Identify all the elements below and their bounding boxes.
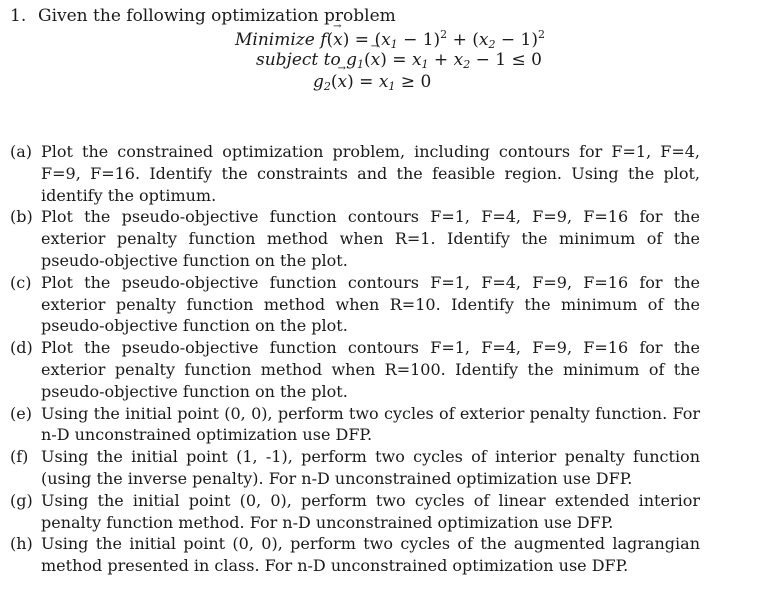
part-label: (h) xyxy=(10,534,33,554)
part-text: Plot the constrained optimization problem, including contours for F=1, F=4, F=9, F=16. Identify the constraints and the feasible region. Using the plot, identify the optimum. xyxy=(41,142,700,205)
part-g xyxy=(10,490,700,534)
constraint-lead: subject to xyxy=(256,50,341,70)
part-c xyxy=(10,272,700,337)
problem-number: 1. xyxy=(10,6,27,26)
part-text: Using the initial point (1, -1), perform two cycles of interior penalty function (using the inverse penalty). For n-D unconstrained optimization use DFP. xyxy=(41,447,700,488)
part-d xyxy=(10,337,700,402)
part-text: Using the initial point (0, 0), perform two cycles of exterior penalty function. For n-D unconstrained optimization use DFP. xyxy=(41,403,700,445)
part-text: Using the initial point (0, 0), perform two cycles of linear extended interior penalty function method. For n-D unconstrained optimization use DFP. xyxy=(41,490,700,532)
part-text: Plot the pseudo-objective function contours F=1, F=4, F=9, F=16 for the exterior penalty function method when R=10. Identify the minimum of the pseudo-objective function on the plot. xyxy=(41,272,700,336)
part-h xyxy=(10,533,700,577)
constraint-g1-equation: subject to $g_1(\to x) = x_1 + x_2 - 1 \le 0$ xyxy=(256,50,542,71)
problem-parts-list xyxy=(10,141,700,577)
part-label: (b) xyxy=(10,207,33,227)
part-a xyxy=(10,141,700,206)
objective-lead: Minimize xyxy=(235,30,315,50)
part-b xyxy=(10,206,700,271)
part-label: (a) xyxy=(10,142,33,161)
part-label: (f) xyxy=(10,447,29,467)
part-label: (c) xyxy=(10,272,32,292)
part-text: Using the initial point (0, 0), perform two cycles of the augmented lagrangian method presented in class. For n-D unconstrained optimization use DFP. xyxy=(41,534,700,576)
part-e xyxy=(10,403,700,447)
part-label: (d) xyxy=(10,338,33,358)
part-f xyxy=(10,446,700,490)
part-label: (e) xyxy=(10,403,32,423)
part-text: Plot the pseudo-objective function contours F=1, F=4, F=9, F=16 for the exterior penalty function method when R=100. Identify the minimum of the pseudo-objective function on the plot. xyxy=(41,338,700,401)
objective-equation: Minimize $f(\to x) = (x_1 - 1)^2 + (x_2 - 1)^2$ xyxy=(235,28,545,51)
constraint-g2-equation: $g_2(\to x) = x_1 \ge 0$ xyxy=(313,72,431,93)
part-label: (g) xyxy=(10,490,33,510)
problem-intro: Given the following optimization problem xyxy=(38,6,396,26)
part-text: Plot the pseudo-objective function contours F=1, F=4, F=9, F=16 for the exterior penalty function method when R=1. Identify the minimum of the pseudo-objective function on the plot. xyxy=(41,207,700,270)
